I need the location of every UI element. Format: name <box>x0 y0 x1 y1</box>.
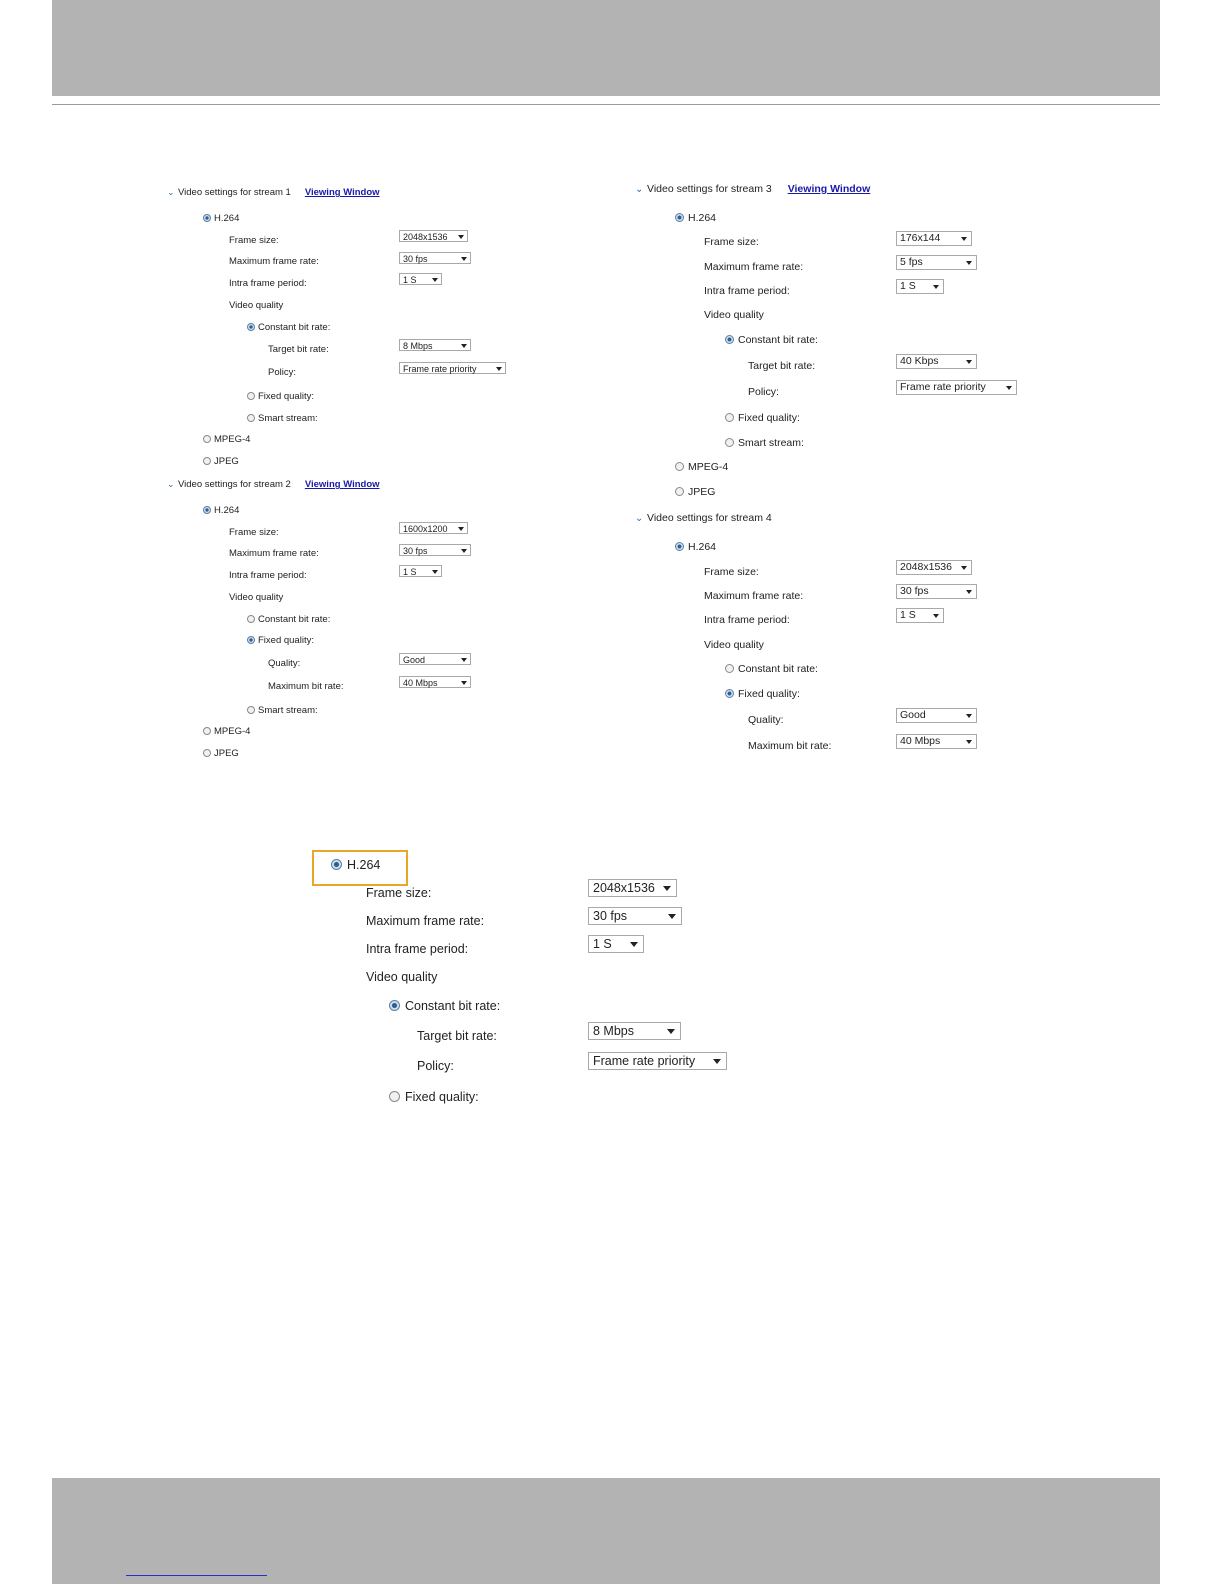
stream3-video-quality-label: Video quality <box>704 309 764 321</box>
stream4-intra-label: Intra frame period: <box>704 614 790 626</box>
stream3-cbr-label: Constant bit rate: <box>738 334 818 346</box>
zoom-policy-select[interactable] <box>588 1052 727 1070</box>
zoom-cbr-radio[interactable] <box>389 1000 400 1011</box>
stream3-frame-rate-label: Maximum frame rate: <box>704 261 804 273</box>
zoom-frame-rate-value: 30 fps <box>593 909 628 923</box>
stream1-smart-radio[interactable] <box>247 414 255 422</box>
stream2-frame-rate-label: Maximum frame rate: <box>229 548 319 559</box>
stream2-frame-rate-select[interactable] <box>399 544 471 556</box>
stream2-mpeg4-label: MPEG-4 <box>214 726 251 737</box>
zoom-frame-rate-select[interactable] <box>588 907 682 925</box>
dropdown-arrow-icon <box>630 942 638 947</box>
stream2-fixed-radio[interactable] <box>247 636 255 644</box>
stream1-intra-value: 1 S <box>403 275 417 285</box>
stream2-frame-size-label: Frame size: <box>229 527 279 538</box>
chevron-down-icon[interactable]: ⌄ <box>635 184 644 195</box>
stream3-intra-select[interactable] <box>896 279 944 294</box>
zoom-frame-size-select[interactable] <box>588 879 677 897</box>
stream2-frame-size-value: 1600x1200 <box>403 524 448 534</box>
stream4-intra-select[interactable] <box>896 608 944 623</box>
dropdown-arrow-icon <box>1006 386 1012 390</box>
stream4-header-row[interactable] <box>635 512 772 524</box>
stream1-intra-select[interactable] <box>399 273 442 285</box>
stream3-smart-radio[interactable] <box>725 438 734 447</box>
stream3-frame-rate-value: 5 fps <box>900 256 923 268</box>
zoom-intra-label: Intra frame period: <box>366 942 469 956</box>
stream2-fixed-label: Fixed quality: <box>258 635 314 646</box>
dropdown-arrow-icon <box>667 1029 675 1034</box>
stream3-target-select[interactable] <box>896 354 977 369</box>
stream1-target-select[interactable] <box>399 339 471 351</box>
stream4-quality-value: Good <box>900 709 926 721</box>
stream2-intra-value: 1 S <box>403 567 417 577</box>
dropdown-arrow-icon <box>461 658 467 662</box>
stream1-header: Video settings for stream 1 <box>178 187 291 198</box>
stream1-frame-size-value: 2048x1536 <box>403 232 448 242</box>
zoom-frame-size-value: 2048x1536 <box>593 881 655 895</box>
zoom-h264-radio[interactable] <box>331 859 342 870</box>
dropdown-arrow-icon <box>668 914 676 919</box>
zoom-policy-value: Frame rate priority <box>593 1054 696 1068</box>
dropdown-arrow-icon <box>966 590 972 594</box>
stream4-cbr-label: Constant bit rate: <box>738 663 818 675</box>
zoom-fixed-radio[interactable] <box>389 1091 400 1102</box>
stream3-mpeg4-radio[interactable] <box>675 462 684 471</box>
stream4-frame-size-select[interactable] <box>896 560 972 575</box>
stream4-h264-label: H.264 <box>688 541 717 553</box>
stream1-mpeg4-label: MPEG-4 <box>214 434 251 445</box>
dropdown-arrow-icon <box>961 237 967 241</box>
zoom-target-value: 8 Mbps <box>593 1024 634 1038</box>
dropdown-arrow-icon <box>432 278 438 282</box>
stream4-frame-size-value: 2048x1536 <box>900 561 952 573</box>
stream3-h264-radio[interactable] <box>675 213 684 222</box>
stream3-policy-label: Policy: <box>748 386 779 398</box>
zoom-intra-value: 1 S <box>593 937 612 951</box>
stream1-fixed-radio[interactable] <box>247 392 255 400</box>
dropdown-arrow-icon <box>432 570 438 574</box>
stream1-video-quality-label: Video quality <box>229 300 284 311</box>
stream2-max-bit-rate-select[interactable] <box>399 676 471 688</box>
chevron-down-icon[interactable]: ⌄ <box>167 187 175 197</box>
dropdown-arrow-icon <box>713 1059 721 1064</box>
stream2-smart-label: Smart stream: <box>258 705 318 716</box>
stream1-frame-rate-value: 30 fps <box>403 254 428 264</box>
stream2-header-row[interactable] <box>167 479 380 490</box>
zoom-policy-label: Policy: <box>417 1059 454 1073</box>
stream4-frame-rate-value: 30 fps <box>900 585 929 597</box>
stream3-fixed-label: Fixed quality: <box>738 412 800 424</box>
dropdown-arrow-icon <box>933 614 939 618</box>
stream1-policy-label: Policy: <box>268 367 296 378</box>
stream4-intra-value: 1 S <box>900 609 916 621</box>
stream4-frame-rate-select[interactable] <box>896 584 977 599</box>
stream2-max-bit-rate-label: Maximum bit rate: <box>268 681 344 692</box>
stream4-quality-label: Quality: <box>748 714 784 726</box>
stream2-mpeg4-radio[interactable] <box>203 727 211 735</box>
stream3-jpeg-label: JPEG <box>688 486 716 498</box>
stream1-frame-size-label: Frame size: <box>229 235 279 246</box>
stream1-cbr-label: Constant bit rate: <box>258 322 331 333</box>
chevron-down-icon[interactable]: ⌄ <box>635 513 644 524</box>
stream2-cbr-label: Constant bit rate: <box>258 614 331 625</box>
stream1-jpeg-label: JPEG <box>214 456 239 467</box>
stream1-policy-select[interactable] <box>399 362 506 374</box>
stream1-mpeg4-radio[interactable] <box>203 435 211 443</box>
stream2-frame-rate-value: 30 fps <box>403 546 428 556</box>
stream3-frame-size-select[interactable] <box>896 231 972 246</box>
zoom-video-quality-label: Video quality <box>366 970 438 984</box>
zoom-frame-rate-label: Maximum frame rate: <box>366 914 485 928</box>
zoom-target-select[interactable] <box>588 1022 681 1040</box>
stream3-jpeg-radio[interactable] <box>675 487 684 496</box>
dropdown-arrow-icon <box>461 681 467 685</box>
stream2-quality-select[interactable] <box>399 653 471 665</box>
stream4-h264-radio[interactable] <box>675 542 684 551</box>
stream3-intra-label: Intra frame period: <box>704 285 790 297</box>
stream3-header-row[interactable] <box>635 183 870 195</box>
dropdown-arrow-icon <box>461 257 467 261</box>
dropdown-arrow-icon <box>458 235 464 239</box>
stream3-header: Video settings for stream 3 <box>647 183 772 195</box>
stream2-jpeg-radio[interactable] <box>203 749 211 757</box>
stream1-frame-size-select[interactable] <box>399 230 468 242</box>
stream1-h264-label: H.264 <box>214 213 240 224</box>
zoom-intra-select[interactable] <box>588 935 644 953</box>
dropdown-arrow-icon <box>966 740 972 744</box>
zoom-h264-label: H.264 <box>347 858 381 872</box>
stream4-frame-size-label: Frame size: <box>704 566 759 578</box>
stream1-intra-label: Intra frame period: <box>229 278 307 289</box>
stream4-max-bit-rate-label: Maximum bit rate: <box>748 740 832 752</box>
stream1-fixed-label: Fixed quality: <box>258 391 314 402</box>
stream3-frame-rate-select[interactable] <box>896 255 977 270</box>
stream3-policy-select[interactable] <box>896 380 1017 395</box>
dropdown-arrow-icon <box>461 344 467 348</box>
stream2-max-bit-rate-value: 40 Mbps <box>403 678 438 688</box>
stream2-jpeg-label: JPEG <box>214 748 239 759</box>
footer-band <box>52 1478 1160 1584</box>
stream1-h264-radio[interactable] <box>203 214 211 222</box>
stream1-target-label: Target bit rate: <box>268 344 329 355</box>
stream2-header: Video settings for stream 2 <box>178 479 291 490</box>
stream3-fixed-radio[interactable] <box>725 413 734 422</box>
stream2-quality-value: Good <box>403 655 426 665</box>
dropdown-arrow-icon <box>966 360 972 364</box>
header-divider <box>52 104 1160 105</box>
stream3-frame-size-label: Frame size: <box>704 236 759 248</box>
stream3-target-value: 40 Kbps <box>900 355 939 367</box>
stream3-policy-value: Frame rate priority <box>900 381 986 393</box>
stream2-smart-radio[interactable] <box>247 706 255 714</box>
stream1-target-value: 8 Mbps <box>403 341 433 351</box>
dropdown-arrow-icon <box>933 285 939 289</box>
stream2-h264-radio[interactable] <box>203 506 211 514</box>
stream1-frame-rate-select[interactable] <box>399 252 471 264</box>
zoom-fixed-label: Fixed quality: <box>405 1090 479 1104</box>
stream4-max-bit-rate-value: 40 Mbps <box>900 735 941 747</box>
dropdown-arrow-icon <box>461 549 467 553</box>
stream2-frame-size-select[interactable] <box>399 522 468 534</box>
dropdown-arrow-icon <box>458 527 464 531</box>
footer-link-underline[interactable] <box>126 1575 267 1576</box>
stream4-fixed-label: Fixed quality: <box>738 688 800 700</box>
stream3-target-label: Target bit rate: <box>748 360 816 372</box>
dropdown-arrow-icon <box>496 367 502 371</box>
stream2-intra-label: Intra frame period: <box>229 570 307 581</box>
dropdown-arrow-icon <box>966 714 972 718</box>
stream3-smart-label: Smart stream: <box>738 437 804 449</box>
zoom-cbr-label: Constant bit rate: <box>405 999 501 1013</box>
stream3-mpeg4-label: MPEG-4 <box>688 461 729 473</box>
dropdown-arrow-icon <box>961 566 967 570</box>
stream2-video-quality-label: Video quality <box>229 592 284 603</box>
stream1-jpeg-radio[interactable] <box>203 457 211 465</box>
stream3-h264-label: H.264 <box>688 212 717 224</box>
stream3-frame-size-value: 176x144 <box>900 232 941 244</box>
stream3-cbr-radio[interactable] <box>725 335 734 344</box>
dropdown-arrow-icon <box>966 261 972 265</box>
zoom-target-label: Target bit rate: <box>417 1029 497 1043</box>
stream4-max-bit-rate-select[interactable] <box>896 734 977 749</box>
stream4-cbr-radio[interactable] <box>725 664 734 673</box>
stream4-header: Video settings for stream 4 <box>647 512 772 524</box>
stream4-quality-select[interactable] <box>896 708 977 723</box>
zoom-frame-size-label: Frame size: <box>366 886 432 900</box>
stream1-smart-label: Smart stream: <box>258 413 318 424</box>
stream2-cbr-radio[interactable] <box>247 615 255 623</box>
dropdown-arrow-icon <box>663 886 671 891</box>
stream4-fixed-radio[interactable] <box>725 689 734 698</box>
stream1-cbr-radio[interactable] <box>247 323 255 331</box>
stream1-frame-rate-label: Maximum frame rate: <box>229 256 319 267</box>
stream4-frame-rate-label: Maximum frame rate: <box>704 590 804 602</box>
header-band <box>52 0 1160 96</box>
stream3-viewing-window-link[interactable]: Viewing Window <box>787 183 871 195</box>
stream2-viewing-window-link[interactable]: Viewing Window <box>304 479 380 490</box>
stream2-quality-label: Quality: <box>268 658 301 669</box>
stream1-policy-value: Frame rate priority <box>403 364 477 374</box>
stream4-video-quality-label: Video quality <box>704 639 764 651</box>
chevron-down-icon[interactable]: ⌄ <box>167 479 175 489</box>
stream2-intra-select[interactable] <box>399 565 442 577</box>
stream1-header-row[interactable] <box>167 187 380 198</box>
stream3-intra-value: 1 S <box>900 280 916 292</box>
stream2-h264-label: H.264 <box>214 505 240 516</box>
stream1-viewing-window-link[interactable]: Viewing Window <box>304 187 380 198</box>
